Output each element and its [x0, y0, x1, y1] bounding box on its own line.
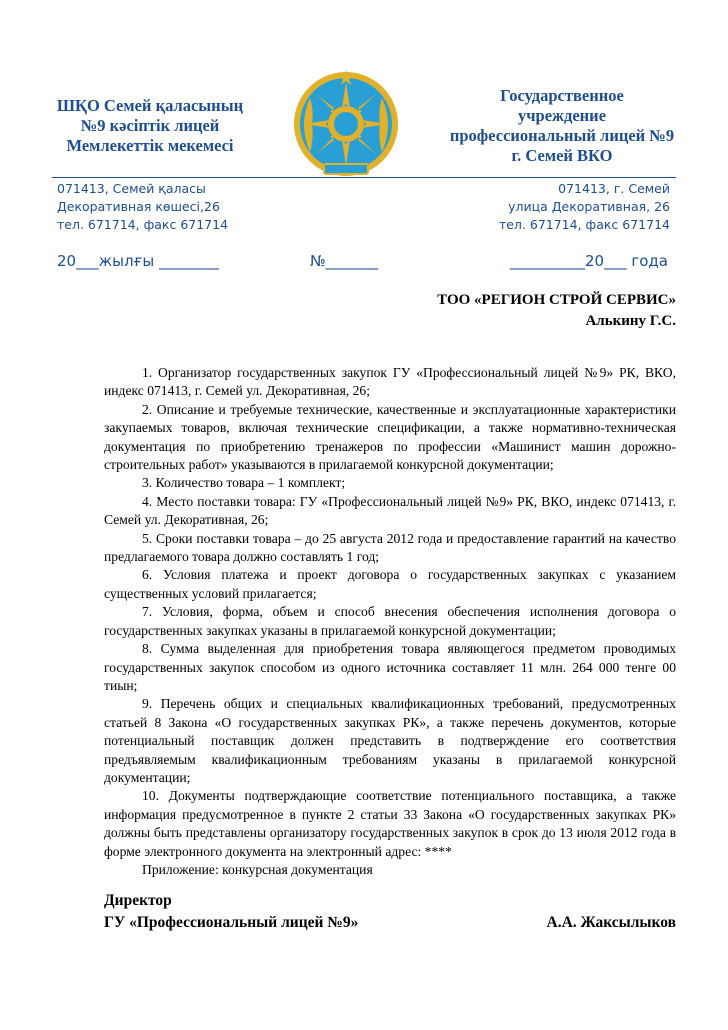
- address-line: 071413, г. Семей: [558, 181, 670, 196]
- body-paragraph: 8. Сумма выделенная для приобретения товара являющегося предметом проводимых государственных закупок способом из одного источника составляет 11 млн. 264 000 тенге 00 тиын;: [104, 641, 676, 693]
- body-paragraph: 6. Условия платежа и проект договора о государственных закупках с указанием существенных условий прилагается;: [104, 567, 676, 601]
- letterhead-left-line: Мемлекеттік мекемесі: [66, 136, 234, 155]
- date-field-ru: __________20___ года: [510, 252, 668, 270]
- signatory-name: А.А. Жаксылыков: [546, 914, 676, 931]
- address-line: улица Декоративная, 26: [508, 199, 670, 214]
- letterhead-right-line: учреждение: [517, 106, 607, 125]
- body-paragraph: 1. Организатор государственных закупок ГУ «Профессиональный лицей №9» РК, ВКО, индекс 071413, г. Семей ул. Декоративная, 26;: [104, 365, 676, 399]
- address-line: 071413, Семей қаласы: [57, 181, 206, 196]
- body-paragraph: 2. Описание и требуемые технические, качественные и эксплуатационные характеристики закупаемых товаров, включая технические спецификации, а также нормативно-техническая документация по приобретению тренажеров по профессии «Машинист машин дорожно-строительных работ» указываются в прилагаемой конкурсной документации;: [104, 401, 676, 473]
- recipient-person: Алькину Г.С.: [585, 313, 676, 329]
- signature-block: [104, 890, 676, 934]
- body-paragraph: 9. Перечень общих и специальных квалификационных требований, предусмотренных статьей 8 Закона «О государственных закупках РК», а также перечень документов, которые потенциальный поставщик должен представить в подтверждение его соответствия предъявляемым квалификационным требованиям указаны в прилагаемой конкурсной документации;: [104, 696, 676, 785]
- date-field-kz: 20___жылғы ________: [57, 252, 219, 270]
- signatory-title: Директор: [104, 892, 172, 909]
- letterhead-left-line: №9 кәсіптік лицей: [80, 116, 220, 135]
- letterhead-left-line: ШҚО Семей қаласының: [56, 96, 244, 115]
- body-paragraph: 5. Сроки поставки товара – до 25 августа 2012 года и предоставление гарантий на качество предлагаемого товара должно составлять 1 год;: [104, 530, 676, 565]
- body-paragraph: 3. Количество товара – 1 комплект;: [142, 475, 346, 491]
- address-line: тел. 671714, факс 671714: [498, 217, 670, 232]
- address-line: тел. 671714, факс 671714: [57, 217, 229, 232]
- body-paragraph: 10. Документы подтверждающие соответствие потенциального поставщика, а также информация предусмотренное в пункте 2 статьи 33 Закона «О государственных закупках РК» должны быть представлены организатору государственных закупок в срок до 13 июля 2012 года в форме электронного документа на электронный адрес: ****: [104, 788, 676, 859]
- letter-body: [104, 364, 676, 879]
- signatory-organization: ГУ «Профессиональный лицей №9»: [104, 914, 359, 931]
- letterhead-right-ru: [430, 86, 694, 166]
- letterhead-right-line: Государственное: [500, 86, 624, 105]
- attachment-note: Приложение: конкурсная документация: [142, 861, 373, 877]
- address-left-kz: [57, 180, 357, 234]
- letterhead-right-line: профессиональный лицей №9: [449, 126, 675, 145]
- recipient-block: [437, 290, 676, 332]
- body-paragraph: 7. Условия, форма, объем и способ внесения обеспечения исполнения договора о государственных закупках указаны в прилагаемой конкурсной документации;: [104, 604, 676, 638]
- kazakhstan-state-emblem-icon: [290, 68, 402, 180]
- address-line: Декоративная көшесі,26: [57, 199, 220, 214]
- letterhead-right-line: г. Семей ВКО: [511, 146, 613, 165]
- address-right-ru: [370, 180, 670, 234]
- letterhead-left-kz: [30, 96, 270, 156]
- letterhead-divider: [52, 177, 676, 178]
- body-paragraph: 4. Место поставки товара: ГУ «Профессиональный лицей №9» РК, ВКО, индекс 071413, г. Семей ул. Декоративная, 26;: [104, 493, 676, 528]
- recipient-company: ТОО «РЕГИОН СТРОЙ СЕРВИС»: [437, 292, 676, 308]
- document-number-field: №_______: [310, 252, 379, 270]
